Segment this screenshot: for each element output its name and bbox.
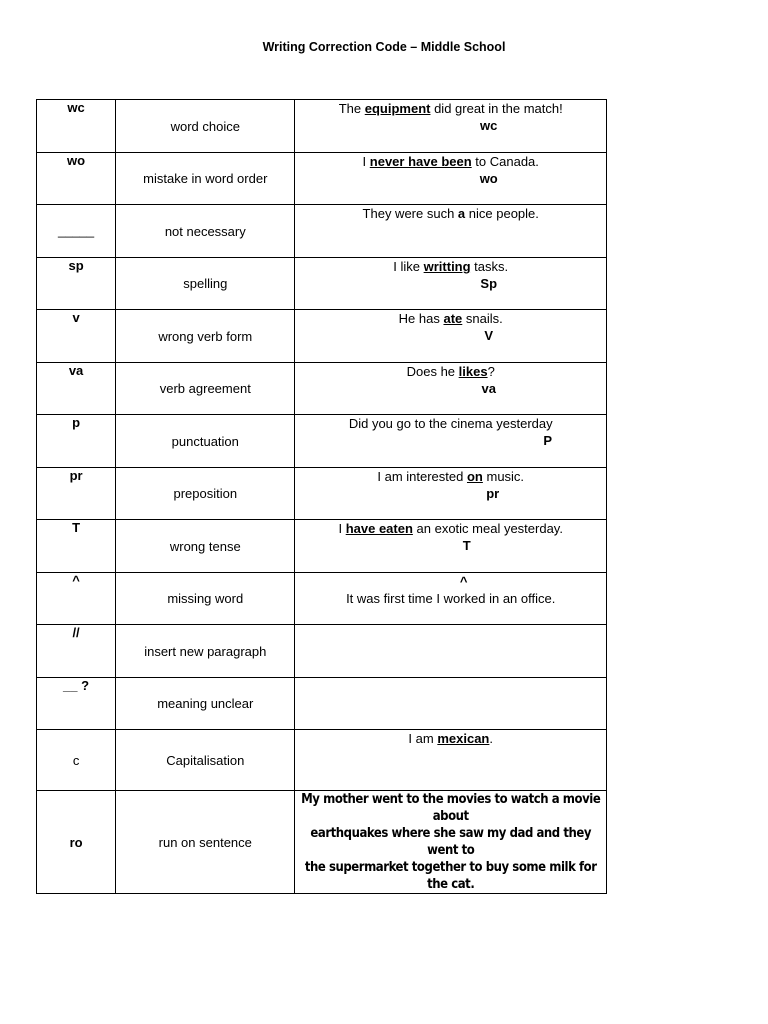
marked-error: likes — [458, 364, 488, 379]
correction-mark: V — [484, 328, 494, 343]
code-cell: __ ? — [37, 678, 116, 730]
example-sentence: They were such a nice people. — [362, 206, 539, 221]
table-row — [37, 363, 607, 415]
code-cell: ^ — [37, 573, 116, 625]
meaning-cell: word choice — [116, 100, 295, 153]
correction-mark: wc — [480, 118, 498, 133]
example-cell — [295, 415, 607, 468]
meaning-cell: insert new paragraph — [116, 625, 295, 678]
code-cell: p — [37, 415, 116, 468]
correction-mark: Sp — [480, 276, 498, 291]
table-row — [37, 153, 607, 205]
marked-error: have eaten — [345, 521, 413, 536]
meaning-cell: mistake in word order — [116, 153, 295, 205]
code-cell: T — [37, 520, 116, 573]
marked-error: equipment — [364, 101, 431, 116]
table-row — [37, 520, 607, 573]
meaning-cell: Capitalisation — [116, 730, 295, 791]
example-cell — [295, 205, 607, 258]
table-row — [37, 730, 607, 791]
marked-error: ate — [443, 311, 463, 326]
marked-error: on — [466, 469, 483, 484]
code-cell: wo — [37, 153, 116, 205]
example-sentence: He has ate snails. — [398, 311, 503, 326]
marked-error: a — [457, 206, 466, 221]
example-cell — [295, 520, 607, 573]
correction-mark: va — [481, 381, 496, 396]
correction-mark: T — [462, 538, 471, 553]
example-sentence: I have eaten an exotic meal yesterday. — [338, 521, 563, 536]
example-cell — [295, 625, 607, 678]
meaning-cell: meaning unclear — [116, 678, 295, 730]
example-cell — [295, 363, 607, 415]
marked-error: writting — [423, 259, 471, 274]
correction-mark: wo — [479, 171, 498, 186]
run-on-line: My mother went to the movies to watch a movie about — [301, 792, 601, 824]
code-cell: wc — [37, 100, 116, 153]
meaning-cell: preposition — [116, 468, 295, 520]
correction-mark: ^ — [459, 574, 468, 589]
table-row — [37, 100, 607, 153]
table-row — [37, 468, 607, 520]
code-cell: // — [37, 625, 116, 678]
meaning-cell: not necessary — [116, 205, 295, 258]
code-cell: sp — [37, 258, 116, 310]
example-cell — [295, 468, 607, 520]
meaning-cell: spelling — [116, 258, 295, 310]
meaning-cell: punctuation — [116, 415, 295, 468]
example-sentence: I am mexican. — [408, 731, 493, 746]
example-cell — [295, 153, 607, 205]
table-row — [37, 310, 607, 363]
example-sentence: Did you go to the cinema yesterday — [348, 416, 553, 431]
example-sentence: I never have been to Canada. — [362, 154, 539, 169]
run-on-line: earthquakes where she saw my dad and they went to — [310, 826, 592, 858]
meaning-cell: wrong tense — [116, 520, 295, 573]
example-sentence: It was first time I worked in an office. — [346, 591, 556, 606]
example-sentence: Does he likes? — [406, 364, 495, 379]
marked-error: never have been — [369, 154, 472, 169]
correction-code-table — [36, 99, 607, 894]
example-cell — [295, 730, 607, 791]
example-sentence: I like writting tasks. — [393, 259, 509, 274]
example-cell — [295, 678, 607, 730]
table-row — [37, 258, 607, 310]
example-cell — [295, 573, 607, 625]
marked-error: mexican — [437, 731, 490, 746]
meaning-cell: wrong verb form — [116, 310, 295, 363]
page-title: Writing Correction Code – Middle School — [262, 40, 506, 54]
table-row — [37, 415, 607, 468]
table-row — [37, 205, 607, 258]
code-cell: v — [37, 310, 116, 363]
run-on-line: the supermarket together to buy some milk for the cat. — [304, 860, 597, 892]
example-cell — [295, 258, 607, 310]
meaning-cell: run on sentence — [116, 791, 295, 894]
table-row — [37, 625, 607, 678]
meaning-cell: verb agreement — [116, 363, 295, 415]
example-cell — [295, 100, 607, 153]
code-cell: va — [37, 363, 116, 415]
correction-mark: pr — [486, 486, 500, 501]
code-cell: c — [37, 730, 116, 791]
code-cell: _____ — [37, 205, 116, 258]
example-sentence: The equipment did great in the match! — [338, 101, 563, 116]
example-cell — [295, 310, 607, 363]
table-row — [37, 678, 607, 730]
correction-mark: P — [543, 433, 552, 448]
meaning-cell: missing word — [116, 573, 295, 625]
code-cell: pr — [37, 468, 116, 520]
code-cell: ro — [37, 791, 116, 894]
example-sentence: I am interested on music. — [377, 469, 525, 484]
table-row — [37, 573, 607, 625]
table-row — [37, 791, 607, 894]
example-cell — [295, 791, 607, 894]
